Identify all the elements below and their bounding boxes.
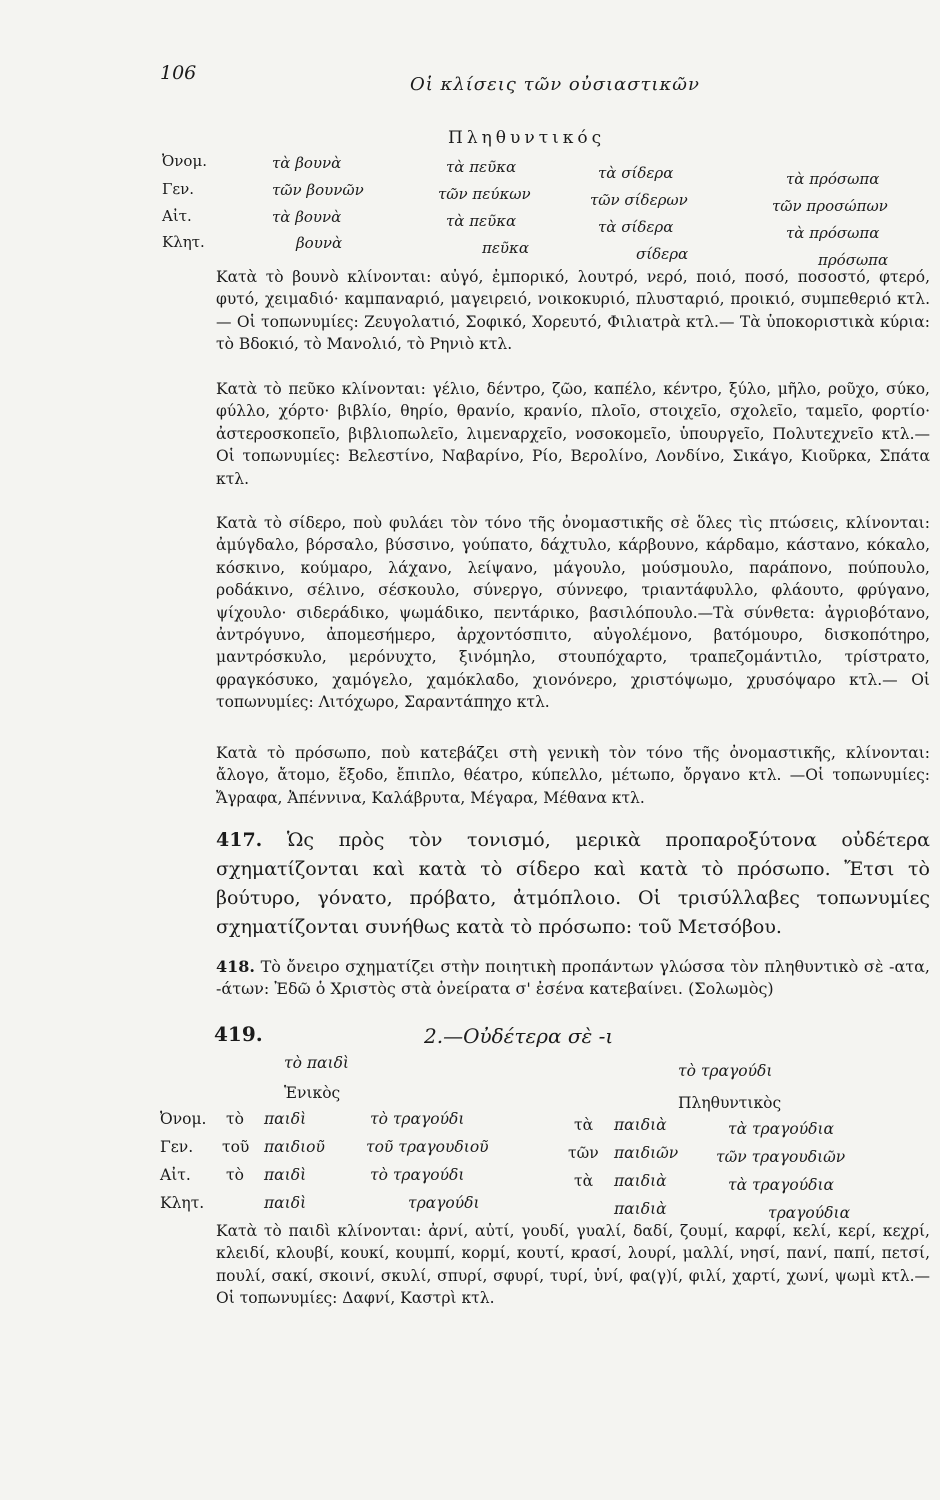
table-cell: τὰ τραγούδια: [728, 1176, 835, 1194]
table-cell: παιδιοῦ: [264, 1138, 325, 1156]
table-cell: τῶν τραγουδιῶν: [716, 1148, 846, 1166]
table-cell: τῶν σίδερων: [590, 191, 688, 209]
article: τῶν: [568, 1144, 599, 1162]
section-text: Ὡς πρὸς τὸν τονισμό, μερικὰ προπαροξύτονα οὐδέτερα σχηματίζονται καὶ κατὰ τὸ σίδερο καὶ κατὰ τὸ πρόσωπο. Ἔτσι τὸ βούτυρο, γόνατο, πρόβατο, ἀτμόπλοιο. Οἱ τρισύλλαβες τοπωνυμίες σχηματίζονται συνήθως κατὰ τὸ πρόσωπο: τοῦ Μετσόβου.: [216, 829, 930, 938]
number-label: Ἑνικὸς: [284, 1084, 341, 1102]
table-cell: παιδιὰ: [614, 1172, 667, 1190]
section-number: 419.: [214, 1022, 263, 1046]
table-cell: τῶν προσώπων: [772, 197, 888, 215]
table-cell: τῶν βουνῶν: [272, 181, 364, 199]
table-cell: τὰ σίδερα: [598, 218, 674, 236]
table-cell: τὰ πρόσωπα: [786, 224, 880, 242]
table-cell: τὰ βουνὰ: [272, 154, 342, 172]
table-cell: παιδιὰ: [614, 1116, 667, 1134]
table-cell: βουνὰ: [296, 234, 343, 252]
case-label: Αἰτ.: [160, 1166, 191, 1184]
table-cell: τὰ πρόσωπα: [786, 170, 880, 188]
article: τὰ: [574, 1172, 594, 1190]
case-label: Κλητ.: [162, 233, 205, 251]
section-text: Τὸ ὄνειρο σχηματίζει στὴν ποιητικὴ προπάντων γλώσσα τὸν πληθυντικὸ σὲ -ατα, -άτων: Ἐδῶ ὁ Χριστὸς στὰ ὀνείρατα σ' ἐσένα κατεβαίνει. (Σολωμὸς): [216, 957, 930, 999]
word-label: τὸ τραγούδι: [678, 1062, 773, 1080]
paragraph-sidero: Κατὰ τὸ σίδερο, ποὺ φυλάει τὸν τόνο τῆς ὀνομαστικῆς σὲ ὅλες τὶς πτώσεις, κλίνονται: ἀμύγδαλο, βόρσαλο, βύσσινο, γούπατο, δάχτυλο, κάρβουνο, κάρδαμο, κάστανο, κόκαλο, κόσκινο, κούμαρο, λάχανο, λείψανο, μάγουλο, μούσμουλο, παράπονο, πούπουλο, ροδάκινο, σέλινο, σέσκουλο, σύνεργο, σύννεφο, τριαντάφυλλο, φλάουτο, φρύγανο, ψίχουλο· σιδεράδικο, ψωμάδικο, πεντάρικο, βασιλόπουλο.—Τὰ σύνθετα: ἀγριοβότανο, ἀντρόγυνο, ἀπομεσήμερο, ἀρχοντόσπιτο, αὐγολέμονο, βατόμουρο, δισκοπότηρο, μαντρόσκυλο, μερόνυχτο, ξινόμηλο, στουπόχαρτο, τραπεζομάντιλο, τρίστρατο, φραγκόσυκο, χαμόγελο, χαμόκλαδο, χιονόνερο, χριστόψωμο, χρυσόψαρο κτλ.— Οἱ τοπωνυμίες: Λιτόχωρο, Σαραντάπηχο κτλ.: [216, 514, 930, 712]
table-cell: τραγούδια: [768, 1204, 851, 1222]
table-cell: τὸ τραγούδι: [370, 1110, 465, 1128]
section-number: 418.: [216, 957, 255, 976]
number-label: Πληθυντικὸς: [678, 1094, 782, 1112]
plural-table-caption: Πληθυντικός: [448, 128, 606, 148]
word-label: τὸ παιδὶ: [284, 1054, 349, 1072]
section-heading: 2.—Οὐδέτερα σὲ -ι: [424, 1024, 614, 1048]
table-cell: τὰ σίδερα: [598, 164, 674, 182]
case-label: Γεν.: [162, 180, 195, 198]
table-cell: παιδιὰ: [614, 1200, 667, 1218]
case-label: Ὀνομ.: [162, 152, 207, 170]
case-label: Ὀνομ.: [160, 1110, 207, 1128]
article: τὸ: [226, 1166, 244, 1184]
table-cell: τοῦ τραγουδιοῦ: [366, 1138, 489, 1156]
section-418: [160, 956, 930, 1008]
section-417: [160, 826, 930, 948]
table-cell: παιδιῶν: [614, 1144, 679, 1162]
table-cell: τὸ τραγούδι: [370, 1166, 465, 1184]
article: τὰ: [574, 1116, 594, 1134]
table-cell: τῶν πεύκων: [438, 185, 531, 203]
table-cell: πεῦκα: [482, 239, 529, 257]
paragraph-paidi: Κατὰ τὸ παιδὶ κλίνονται: ἀρνί, αὐτί, γουδί, γυαλί, δαδί, ζουμί, καρφί, κελί, κερί, κεχρί, κλειδί, κλουβί, κουκί, κουμπί, κορμί, κουτί, κρασί, λουρί, μαλλί, νησί, πανί, παπί, πετσί, πουλί, σακί, σκοινί, σκυλί, σπυρί, σφυρί, τυρί, ὑνί, φα(γ)ί, φιλί, χαρτί, χωνί, ψωμὶ κτλ.—Οἱ τοπωνυμίες: Δαφνί, Καστρὶ κτλ.: [216, 1222, 930, 1308]
case-label: Γεν.: [160, 1138, 194, 1156]
paragraph-pefko: Κατὰ τὸ πεῦκο κλίνονται: γέλιο, δέντρο, ζῶο, καπέλο, κέντρο, ξύλο, μῆλο, ροῦχο, σύκο, φύλλο, χόρτο· βιβλίο, θηρίο, θρανίο, κρανίο, πλοῖο, στοιχεῖο, σχολεῖο, ταμεῖο, φορτίο· ἀστεροσκοπεῖο, βιβλιοπωλεῖο, λιμεναρχεῖο, νοσοκομεῖο, ὑπουργεῖο, Πολυτεχνεῖο κτλ.—Οἱ τοπωνυμίες: Βελεστίνο, Ναβαρίνο, Ρίο, Βερολίνο, Λονδίνο, Σικάγο, Κιοῦρκα, Σπάτα κτλ.: [216, 380, 930, 488]
table-cell: σίδερα: [636, 245, 689, 263]
page-number: 106: [160, 62, 197, 84]
article: τὸ: [226, 1110, 244, 1128]
article: τοῦ: [222, 1138, 250, 1156]
case-label: Κλητ.: [160, 1194, 205, 1212]
paragraph-prosopo: Κατὰ τὸ πρόσωπο, ποὺ κατεβάζει στὴ γενικὴ τὸν τόνο τῆς ὀνομαστικῆς, κλίνονται: ἄλογο, ἄτομο, ἔξοδο, ἔπιπλο, θέατρο, κύπελλο, μέτωπο, ὄργανο κτλ. —Οἱ τοπωνυμίες: Ἄγραφα, Ἀπέννινα, Καλάβρυτα, Μέγαρα, Μέθανα κτλ.: [216, 744, 930, 807]
section-number: 417.: [216, 829, 263, 851]
table-cell: παιδὶ: [264, 1194, 307, 1212]
table-cell: παιδὶ: [264, 1110, 307, 1128]
case-label: Αἰτ.: [162, 207, 192, 225]
table-cell: τραγούδι: [408, 1194, 480, 1212]
paragraph-vouno: Κατὰ τὸ βουνὸ κλίνονται: αὐγό, ἐμπορικό, λουτρό, νερό, ποιό, ποσό, ποσοστό, φτερό, φυτό, χειμαδιό· καμπαναριό, μαγειρειό, νοικοκυριό, πλυσταριό, προικιό, συμπεθεριό κτλ.— Οἱ τοπωνυμίες: Ζευγολατιό, Σοφικό, Χορευτό, Φιλιατρὰ κτλ.— Τὰ ὑποκοριστικὰ κύρια: τὸ Βδοκιό, τὸ Μανολιό, τὸ Ρηνιὸ κτλ.: [216, 268, 930, 354]
table-cell: παιδὶ: [264, 1166, 307, 1184]
table-cell: τὰ βουνὰ: [272, 208, 342, 226]
running-title: Οἱ κλίσεις τῶν οὐσιαστικῶν: [410, 74, 700, 95]
table-cell: τὰ πεῦκα: [446, 158, 517, 176]
table-cell: τὰ πεῦκα: [446, 212, 517, 230]
table-cell: τὰ τραγούδια: [728, 1120, 835, 1138]
table-cell: πρόσωπα: [818, 251, 889, 269]
